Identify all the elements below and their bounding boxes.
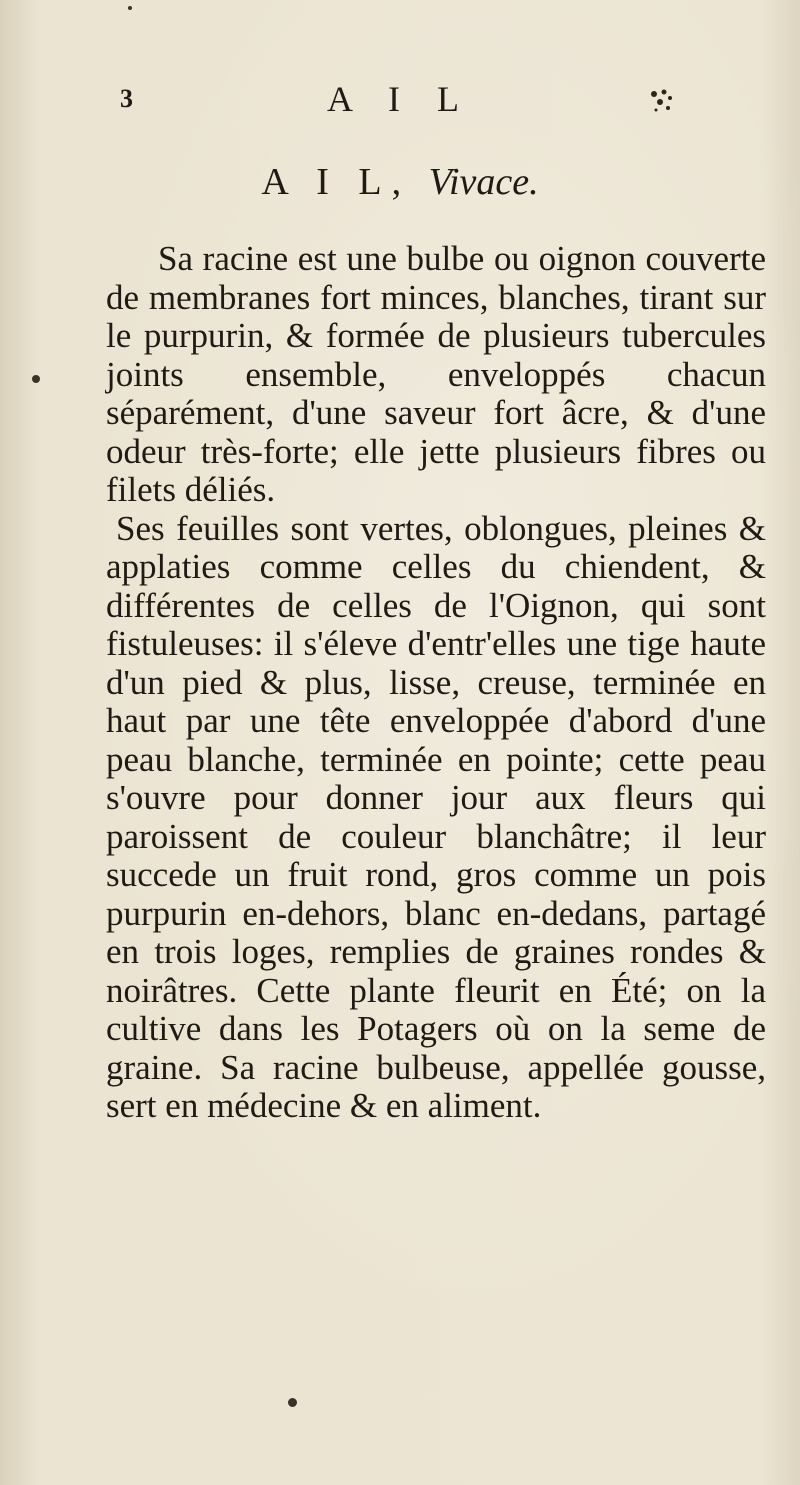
entry-subtitle: Vivace.	[428, 161, 539, 203]
ornament-icon	[644, 84, 678, 118]
entry-body	[106, 240, 766, 1126]
paper-speck	[32, 375, 40, 383]
running-head	[110, 78, 690, 128]
running-head-title: A I L	[327, 79, 473, 119]
entry-name: A I L,	[261, 161, 412, 203]
paragraph-leaves-description: Ses feuilles sont vertes, oblongues, pleines & applaties comme celles du chiendent, & différentes de celles de l'Oignon, qui sont fistuleuses: il s'éleve d'entr'elles une tige haute d'un pied & plus, lisse, creuse, terminée en haut par une tête enveloppée d'abord d'une peau blanche, terminée en pointe; cette peau s'ouvre pour donner jour aux fleurs qui paroissent de couleur blanchâtre; il leur succede un fruit rond, gros comme un pois purpurin en-dehors, blanc en-dedans, partagé en trois loges, remplies de graines rondes & noirâtres. Cette plante fleurit en Été; on la cultive dans les Potagers où on la seme de graine. Sa racine bulbeuse, appellée gousse, sert en médecine & en aliment.	[106, 508, 766, 1125]
paper-speck	[288, 1398, 297, 1407]
paper-speck	[128, 6, 132, 10]
page-marker: 3	[120, 84, 133, 113]
paragraph-root-description: Sa racine est une bulbe ou oignon couverte de membranes fort minces, blanches, tirant sur le purpurin, & formée de plusieurs tubercules joints ensemble, enveloppés chacun séparément, d'une saveur fort âcre, & d'une odeur très-forte; elle jette plusieurs fibres ou filets déliés.	[106, 239, 766, 509]
entry-title	[0, 160, 800, 204]
